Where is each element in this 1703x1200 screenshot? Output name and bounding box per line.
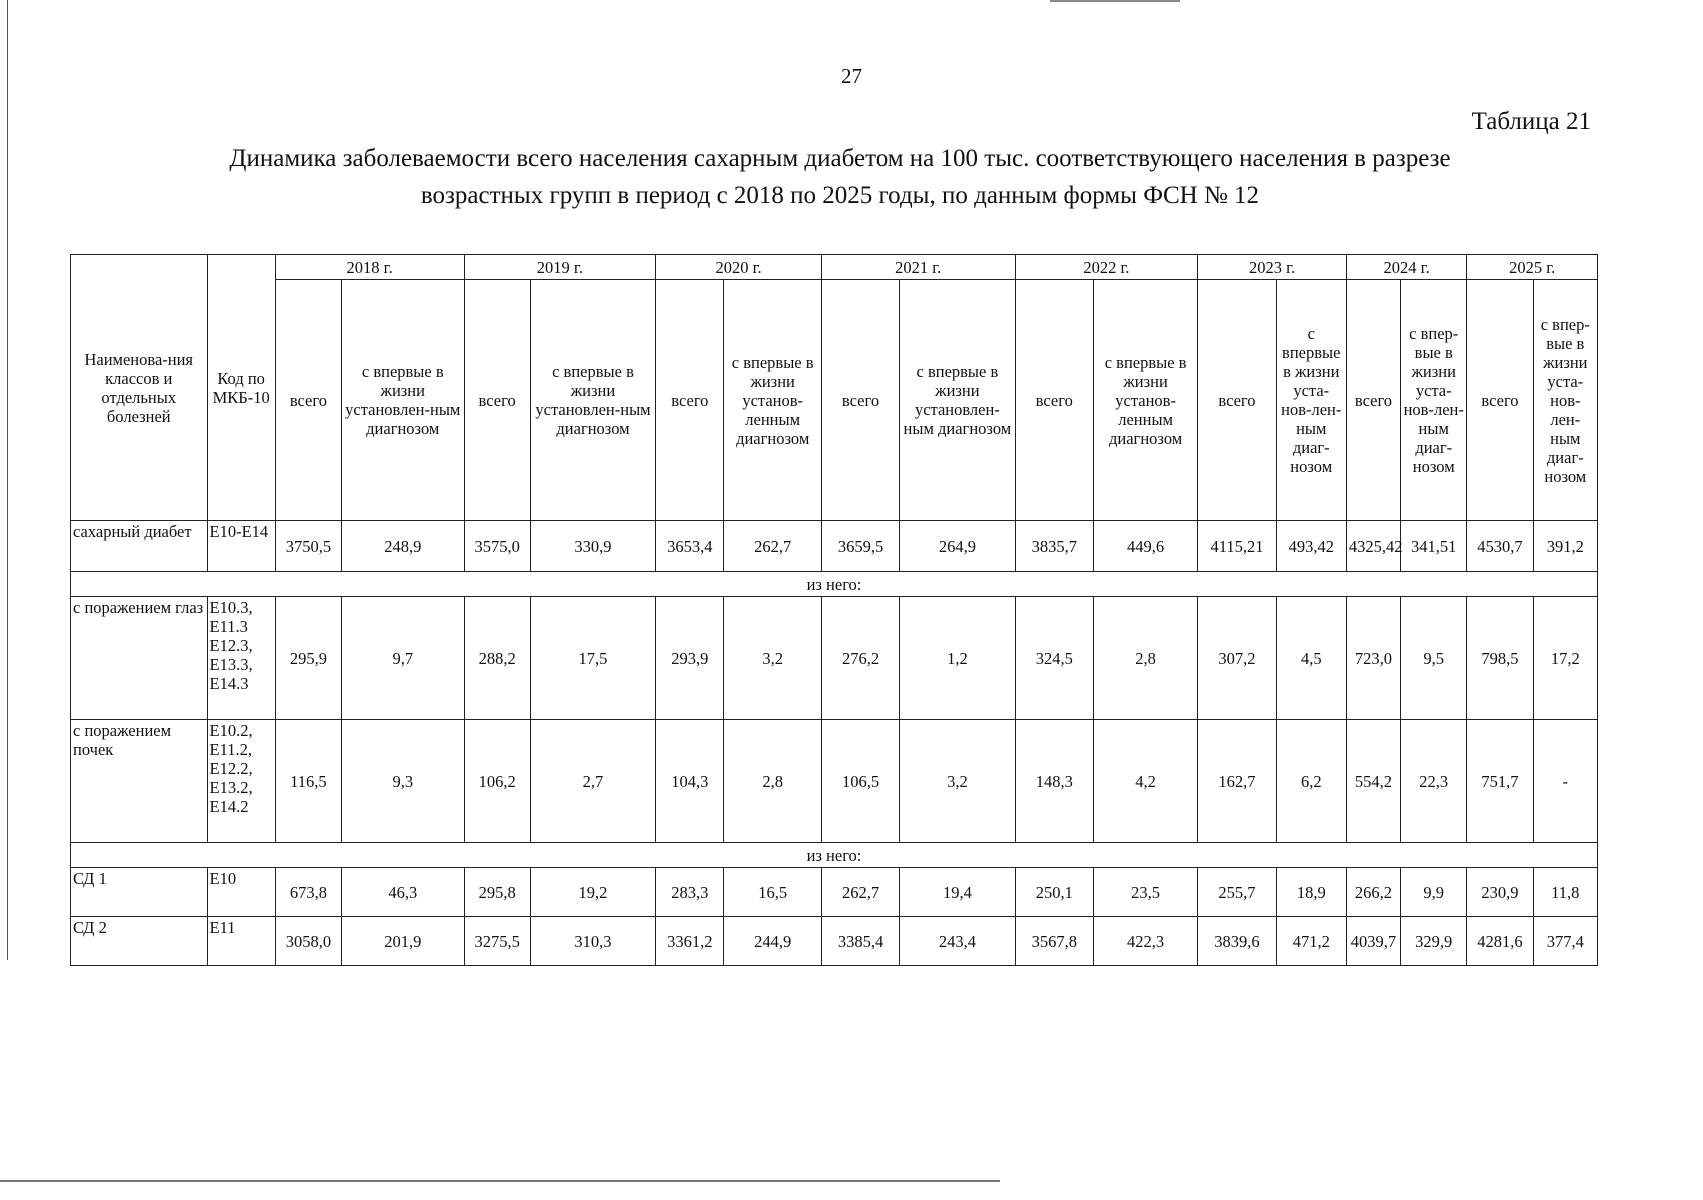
table-cell: 3659,5 [821, 521, 899, 572]
table-cell: 262,7 [821, 868, 899, 917]
table-cell: 293,9 [656, 597, 724, 720]
table-cell: 6,2 [1276, 720, 1346, 843]
table-cell: 3835,7 [1015, 521, 1093, 572]
table-cell: 18,9 [1276, 868, 1346, 917]
disease-name: с поражением глаз [71, 597, 208, 720]
table-cell: 11,8 [1533, 868, 1597, 917]
table-cell: 798,5 [1467, 597, 1533, 720]
table-cell: 230,9 [1467, 868, 1533, 917]
table-cell: 3653,4 [656, 521, 724, 572]
header-total: всего [656, 280, 724, 521]
table-cell: 310,3 [530, 917, 655, 966]
table-cell: 4,2 [1093, 720, 1197, 843]
table-cell: 3750,5 [275, 521, 341, 572]
table-cell: 9,5 [1401, 597, 1467, 720]
table-cell: 329,9 [1401, 917, 1467, 966]
table-cell: 449,6 [1093, 521, 1197, 572]
table-cell: 3575,0 [464, 521, 530, 572]
disease-name: с поражением почек [71, 720, 208, 843]
table-row [71, 868, 1598, 917]
table-cell: 1,2 [900, 597, 1015, 720]
table-cell: 262,7 [724, 521, 821, 572]
icd-code: Е10.2, Е11.2, Е12.2, Е13.2, Е14.2 [207, 720, 275, 843]
scan-mark [1050, 0, 1180, 5]
title-line-2: возрастных групп в период с 2018 по 2025 годы, по данным формы ФСН № 12 [420, 182, 1260, 209]
header-year: 2023 г. [1198, 255, 1347, 280]
table-cell: 264,9 [900, 521, 1015, 572]
table-cell: 4281,6 [1467, 917, 1533, 966]
table-cell: 46,3 [342, 868, 464, 917]
table-cell: 554,2 [1346, 720, 1400, 843]
table-cell: 4115,21 [1198, 521, 1276, 572]
table-cell: 16,5 [724, 868, 821, 917]
table-row [71, 720, 1598, 843]
table-cell: 255,7 [1198, 868, 1276, 917]
table-cell: 422,3 [1093, 917, 1197, 966]
table-cell: 2,7 [530, 720, 655, 843]
subheading-label: из него: [71, 572, 1598, 597]
table-cell: 3361,2 [656, 917, 724, 966]
table-cell: 471,2 [1276, 917, 1346, 966]
table-cell: 250,1 [1015, 868, 1093, 917]
table-cell: 9,3 [342, 720, 464, 843]
header-first-diagnosed: с впервые в жизни установ-ленным диагнозом [724, 280, 821, 521]
header-icd-code: Код по МКБ-10 [207, 255, 275, 521]
table-cell: 4039,7 [1346, 917, 1400, 966]
table-title [110, 140, 1570, 214]
table-cell: 288,2 [464, 597, 530, 720]
header-first-diagnosed: с впервые в жизни установлен-ным диагнозом [530, 280, 655, 521]
icd-code: Е10 [207, 868, 275, 917]
table-cell: 283,3 [656, 868, 724, 917]
table-cell: 4325,42 [1346, 521, 1400, 572]
table-cell: 377,4 [1533, 917, 1597, 966]
header-total: всего [1346, 280, 1400, 521]
table-cell: 4530,7 [1467, 521, 1533, 572]
header-first-diagnosed: с впервые в жизни установ-ленным диагнозом [1093, 280, 1197, 521]
header-first-diagnosed: с впер-вые в жизни уста-нов-лен-ным диаг-нозом [1401, 280, 1467, 521]
table-cell: 248,9 [342, 521, 464, 572]
table-cell: 723,0 [1346, 597, 1400, 720]
disease-name: СД 2 [71, 917, 208, 966]
header-year: 2019 г. [464, 255, 656, 280]
table-cell: 19,2 [530, 868, 655, 917]
table-cell: 751,7 [1467, 720, 1533, 843]
table-cell: 307,2 [1198, 597, 1276, 720]
icd-code: Е10.3, Е11.3 Е12.3, Е13.3, Е14.3 [207, 597, 275, 720]
table-cell: 22,3 [1401, 720, 1467, 843]
table-cell: 19,4 [900, 868, 1015, 917]
scan-bottom-edge [0, 1180, 1000, 1182]
header-year: 2025 г. [1467, 255, 1598, 280]
table-cell: 17,2 [1533, 597, 1597, 720]
title-line-1: Динамика заболеваемости всего населения сахарным диабетом на 100 тыс. соответствующего населения в разрезе [229, 145, 1451, 172]
table-cell: 3275,5 [464, 917, 530, 966]
icd-code: Е10-Е14 [207, 521, 275, 572]
table-cell: 106,2 [464, 720, 530, 843]
table-cell: 9,9 [1401, 868, 1467, 917]
header-total: всего [1467, 280, 1533, 521]
table-cell: 106,5 [821, 720, 899, 843]
table-cell: 330,9 [530, 521, 655, 572]
table-cell: 3567,8 [1015, 917, 1093, 966]
table-cell: 17,5 [530, 597, 655, 720]
table-cell: 3839,6 [1198, 917, 1276, 966]
table-cell: 162,7 [1198, 720, 1276, 843]
header-first-diagnosed: с впервые в жизни уста-нов-лен-ным диаг-нозом [1276, 280, 1346, 521]
header-total: всего [464, 280, 530, 521]
header-year: 2022 г. [1015, 255, 1198, 280]
header-total: всего [275, 280, 341, 521]
subheading-row [71, 843, 1598, 868]
table-cell: 324,5 [1015, 597, 1093, 720]
table-cell: 673,8 [275, 868, 341, 917]
table-cell: 341,51 [1401, 521, 1467, 572]
table-cell: 116,5 [275, 720, 341, 843]
header-total: всего [1198, 280, 1276, 521]
header-total: всего [1015, 280, 1093, 521]
subheading-row [71, 572, 1598, 597]
table-cell: 276,2 [821, 597, 899, 720]
morbidity-table [70, 254, 1598, 966]
table-cell: 295,8 [464, 868, 530, 917]
table-cell: 2,8 [724, 720, 821, 843]
table-cell: 493,42 [1276, 521, 1346, 572]
page-number: 27 [841, 64, 862, 88]
table-cell: 148,3 [1015, 720, 1093, 843]
table-cell: 3385,4 [821, 917, 899, 966]
table-cell: 295,9 [275, 597, 341, 720]
table-cell: 9,7 [342, 597, 464, 720]
table-cell: 266,2 [1346, 868, 1400, 917]
table-cell: 3058,0 [275, 917, 341, 966]
icd-code: Е11 [207, 917, 275, 966]
subheading-label: из него: [71, 843, 1598, 868]
table-cell: 23,5 [1093, 868, 1197, 917]
table-cell: 4,5 [1276, 597, 1346, 720]
table-cell: - [1533, 720, 1597, 843]
disease-name: СД 1 [71, 868, 208, 917]
table-cell: 3,2 [900, 720, 1015, 843]
table-cell: 201,9 [342, 917, 464, 966]
page-left-edge [7, 0, 8, 960]
header-first-diagnosed: с впер-вые в жизни уста-нов-лен-ным диаг-нозом [1533, 280, 1597, 521]
header-total: всего [821, 280, 899, 521]
header-year: 2024 г. [1346, 255, 1466, 280]
header-first-diagnosed: с впервые в жизни установлен-ным диагнозом [900, 280, 1015, 521]
table-cell: 391,2 [1533, 521, 1597, 572]
table-row [71, 521, 1598, 572]
header-year: 2021 г. [821, 255, 1015, 280]
table-row [71, 917, 1598, 966]
table-cell: 243,4 [900, 917, 1015, 966]
table-cell: 104,3 [656, 720, 724, 843]
header-first-diagnosed: с впервые в жизни установлен-ным диагнозом [342, 280, 464, 521]
header-year: 2018 г. [275, 255, 464, 280]
header-year: 2020 г. [656, 255, 822, 280]
table-cell: 2,8 [1093, 597, 1197, 720]
table-label: Таблица 21 [1471, 108, 1591, 135]
disease-name: сахарный диабет [71, 521, 208, 572]
header-disease-name: Наименова-ния классов и отдельных болезней [71, 255, 208, 521]
table-cell: 244,9 [724, 917, 821, 966]
table-row [71, 597, 1598, 720]
table-cell: 3,2 [724, 597, 821, 720]
